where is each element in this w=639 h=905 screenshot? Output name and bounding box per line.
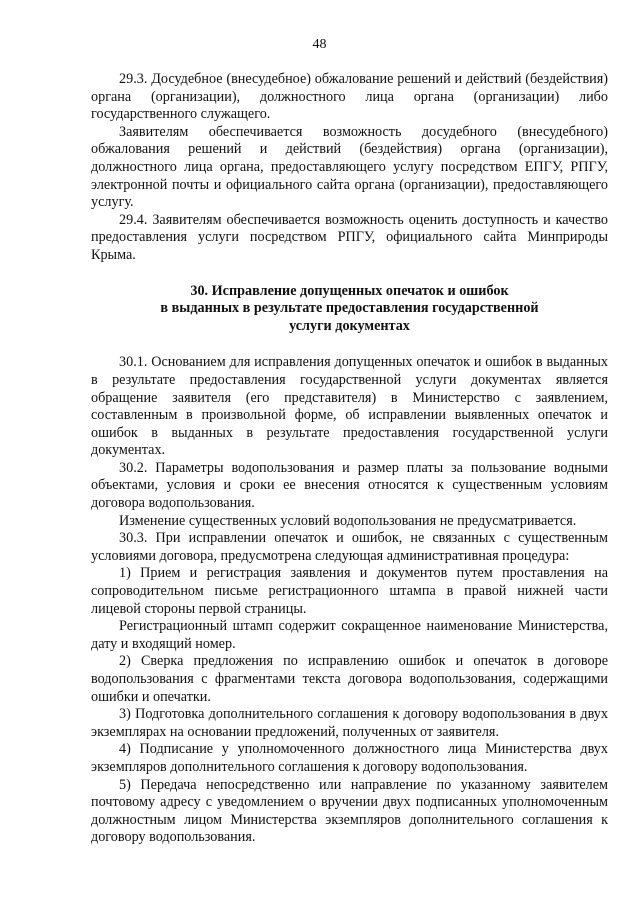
paragraph-no-change: Изменение существенных условий водопользования не предусматривается.	[119, 512, 577, 529]
document-body	[91, 71, 608, 847]
paragraph-step-2: 2) Сверка предложения по исправлению ошибок и опечаток в договоре водопользования с фрагментами текста договора водопользования, содержащими ошибки и опечатки.	[91, 653, 608, 705]
paragraph-step-1: 1) Прием и регистрация заявления и документов путем проставления на сопроводительном письме регистрационного штампа в правой нижней части лицевой стороны первой страницы.	[91, 565, 608, 617]
section-heading-30: 30. Исправление допущенных опечаток и ошибок в выданных в результате предоставления государственной услуги документах	[160, 282, 539, 334]
paragraph-30-2: 30.2. Параметры водопользования и размер платы за пользование водными объектами, условия и сроки ее внесения относятся к существенным условиям договора водопользования.	[91, 459, 608, 512]
paragraph-appeal-possibility: Заявителям обеспечивается возможность досудебного (внесудебного) обжалования решений и действий (бездействия) органа (организации), должностного лица органа, предоставляющего услугу посредством ЕПГУ, РПГУ, электронной почты и официального сайта органа (организации), предоставляющего услугу.	[91, 123, 608, 211]
paragraph-29-4: 29.4. Заявителям обеспечивается возможность оценить доступность и качество предоставления услуги посредством РПГУ, официального сайта Минприроды Крыма.	[91, 211, 608, 263]
paragraph-stamp: Регистрационный штамп содержит сокращенное наименование Министерства, дату и входящий номер.	[91, 618, 608, 652]
paragraph-29-3: 29.3. Досудебное (внесудебное) обжалование решений и действий (бездействия) органа (организации), должностного лица органа (организации) либо государственного служащего.	[91, 71, 608, 123]
paragraph-30-1: 30.1. Основанием для исправления допущенных опечаток и ошибок в выданных в результате предоставления государственной услуги документах является обращение заявителя (его представителя) в Министерство с заявлением, составленным в произвольной форме, об исправлении выявленных опечаток и ошибок в выданных в результате предоставления государственной услуги документах.	[91, 354, 608, 459]
paragraph-step-3: 3) Подготовка дополнительного соглашения к договору водопользования в двух экземплярах на основании предложений, полученных от заявителя.	[91, 706, 608, 740]
paragraph-30-3: 30.3. При исправлении опечаток и ошибок, не связанных с существенным условиями договора, предусмотрена следующая административная процедура:	[91, 530, 608, 564]
paragraph-step-5: 5) Передача непосредственно или направление по указанному заявителем почтовому адресу с уведомлением о вручении двух подписанных уполномоченным должностным лицом Министерства экземпляров дополнительного соглашения к договору водопользования.	[91, 776, 608, 846]
page-number: 48	[312, 37, 327, 52]
paragraph-step-4: 4) Подписание у уполномоченного должностного лица Министерства двух экземпляров дополнительного соглашения к договору водопользования.	[91, 741, 608, 775]
